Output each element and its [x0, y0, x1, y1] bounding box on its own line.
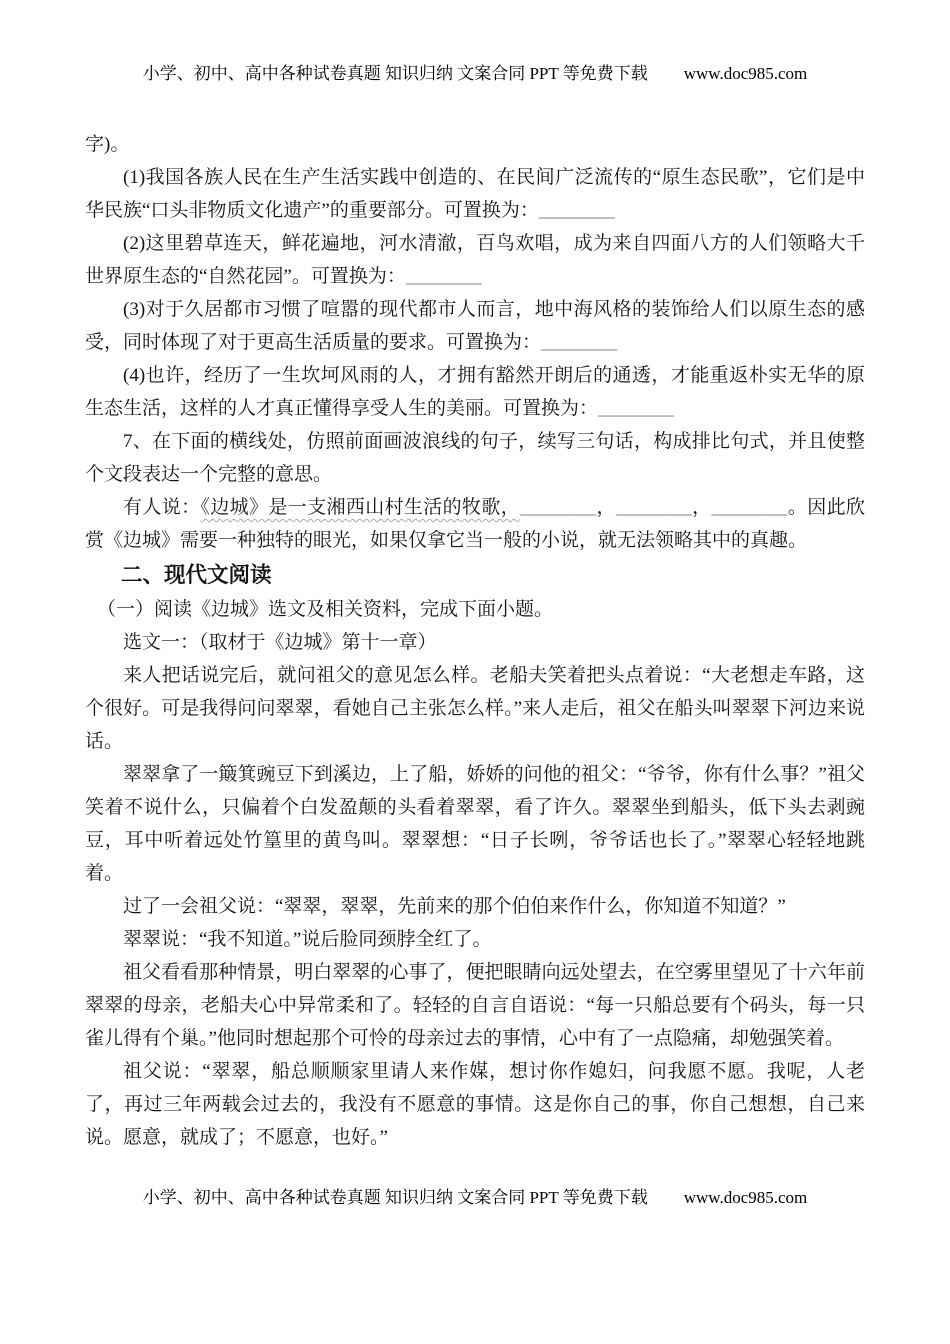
carryover-fragment: 字)。: [85, 134, 130, 155]
q7-separator-2: ，: [691, 497, 712, 518]
q7-wavy-underline-text: 《边城》是一支湘西山村生活的牧歌，: [200, 497, 521, 518]
question-7-answer-line: [85, 491, 865, 557]
q7-separator-1: ，: [596, 497, 616, 518]
q7-lead: 有人说：: [123, 497, 201, 518]
passage-paragraph-3: 过了一会祖父说：“翠翠，翠翠，先前来的那个伯伯来作什么，你知道不知道？”: [123, 896, 786, 917]
document-body: [85, 128, 865, 1154]
footer-url: www.doc985.com: [683, 1188, 808, 1207]
answer-blank-3[interactable]: ________: [541, 332, 618, 353]
sub-question-1-text: (1)我国各族人民在生产生活实践中创造的、在民间广泛流传的“原生态民歌”，它们是中华民族“口头非物质文化遗产”的重要部分。可置换为：: [85, 167, 865, 221]
passage-paragraph-2: 翠翠拿了一簸箕豌豆下到溪边，上了船，娇娇的问他的祖父：“爷爷，你有什么事？”祖父笑着不说什么，只偏着个白发盈颠的头看着翠翠，看了许久。翠翠坐到船头，低下头去剥豌豆，耳中听着远处竹篁里的黄鸟叫。翠翠想：“日子长咧，爷爷话也长了。”翠翠心轻轻地跳着。: [85, 764, 865, 884]
passage-paragraph-5: 祖父看看那种情景，明白翠翠的心事了，便把眼睛向远处望去，在空雾里望见了十六年前翠翠的母亲，老船夫心中异常柔和了。轻轻的自言自语说：“每一只船总要有个码头，每一只雀儿得有个巢。”他同时想起那个可怜的母亲过去的事情，心中有了一点隐痛，却勉强笑着。: [85, 962, 865, 1049]
sub-question-4-text: (4)也许，经历了一生坎坷风雨的人，才拥有豁然开朗后的通透，才能重返朴实无华的原生态生活，这样的人才真正懂得享受人生的美丽。可置换为：: [85, 365, 865, 419]
sub-question-4: [85, 359, 865, 425]
sub-question-2: [85, 227, 865, 293]
q7-blank-3[interactable]: ________: [711, 497, 788, 518]
selection-label: 选文一：（取材于《边城》第十一章）: [123, 632, 437, 653]
passage-paragraph-1: 来人把话说完后，就问祖父的意见怎么样。老船夫笑着把头点着说：“大老想走车路，这个很好。可是我得问问翠翠，看她自己主张怎么样。”来人走后，祖父在船头叫翠翠下河边来说话。: [85, 665, 865, 752]
answer-blank-1[interactable]: ________: [538, 200, 615, 221]
answer-blank-4[interactable]: ________: [598, 398, 675, 419]
passage-paragraph-4: 翠翠说：“我不知道。”说后脸同颈脖全红了。: [123, 929, 492, 950]
question-7-prompt: 7、在下面的横线处，仿照前面画波浪线的句子，续写三句话，构成排比句式，并且使整个文段表达一个完整的意思。: [85, 431, 865, 485]
q7-blank-1[interactable]: ________: [520, 497, 597, 518]
sub-question-3: [85, 293, 865, 359]
section-heading: 二、现代文阅读: [121, 563, 272, 587]
page-footer: [0, 1188, 950, 1208]
section-intro: （一）阅读《边城》选文及相关资料，完成下面小题。: [97, 599, 554, 620]
footer-text: 小学、初中、高中各种试卷真题 知识归纳 文案合同 PPT 等免费下载: [142, 1188, 648, 1207]
page-header: [0, 64, 950, 84]
header-url: www.doc985.com: [683, 64, 808, 83]
passage-paragraph-6: 祖父说：“翠翠，船总顺顺家里请人来作媒，想讨你作媳妇，问我愿不愿。我呢，人老了，再过三年两载会过去的，我没有不愿意的事情。这是你自己的事，你自己想想，自己来说。愿意，就成了；不愿意，也好。”: [85, 1061, 865, 1148]
header-text: 小学、初中、高中各种试卷真题 知识归纳 文案合同 PPT 等免费下载: [142, 64, 648, 83]
answer-blank-2[interactable]: ________: [405, 266, 482, 287]
sub-question-3-text: (3)对于久居都市习惯了喧嚣的现代都市人而言，地中海风格的装饰给人们以原生态的感受，同时体现了对于更高生活质量的要求。可置换为：: [85, 299, 865, 353]
q7-suffix: 。因此欣赏《边城》需要一种独特的眼光，如果仅拿它当一般的小说，就无法领略其中的真趣。: [85, 497, 865, 551]
sub-question-2-text: (2)这里碧草连天，鲜花遍地，河水清澈，百鸟欢唱，成为来自四面八方的人们领略大千世界原生态的“自然花园”。可置换为：: [85, 233, 865, 287]
q7-blank-2[interactable]: ________: [615, 497, 692, 518]
sub-question-1: [85, 161, 865, 227]
